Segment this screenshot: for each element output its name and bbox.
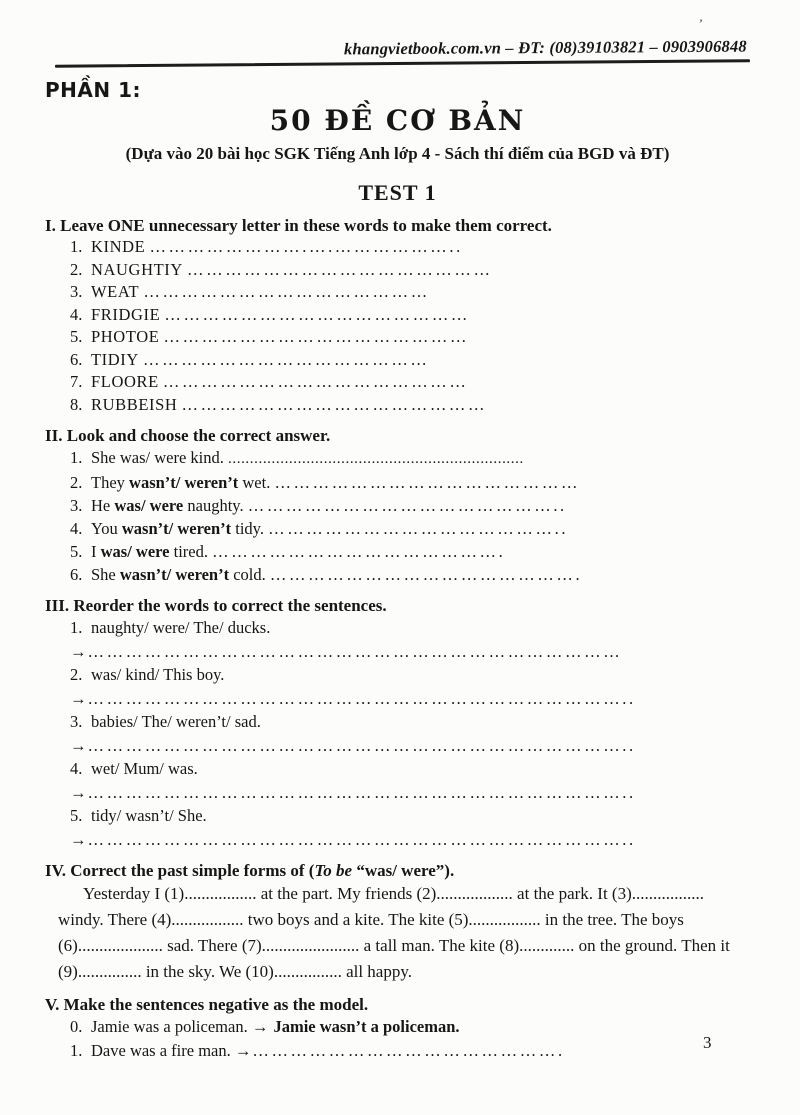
item-word: TIDIY (91, 349, 139, 369)
item-text: tired. (169, 542, 213, 561)
section-3-heading: III. Reorder the words to correct the sentences. (45, 596, 387, 615)
section-3-reorder-words (45, 595, 750, 851)
item-number: 0. (70, 1017, 83, 1036)
answer-blank: ………………………………………… (162, 372, 469, 391)
item-word: PHOTOE (91, 327, 160, 346)
answer-blank: .................................................................... (228, 451, 524, 467)
item-number: 5. (70, 327, 83, 346)
exercise-1-item-5 (45, 326, 750, 349)
arrow-icon: → (251, 1017, 269, 1036)
answer-blank: ……………………………………… (143, 349, 430, 369)
item-number: 6. (70, 565, 83, 584)
item-text: He (91, 496, 115, 515)
answer-blank: …………………………………………. (269, 565, 583, 584)
section-2-heading: II. Look and choose the correct answer. (45, 426, 331, 445)
section-4-past-simple (45, 860, 750, 985)
item-number: 5. (70, 542, 83, 561)
item-number: 8. (70, 394, 83, 414)
answer-blank: ………………………………………… (164, 304, 471, 324)
choice-options: wasn’t/ weren’t (121, 519, 232, 538)
answer-blank: ………………………………………………………………………….. (87, 829, 636, 849)
item-text: They (91, 473, 130, 492)
item-number: 4. (70, 304, 83, 324)
section-1-leave-one-letter (45, 215, 750, 416)
exercise-2-item-3 (45, 494, 750, 517)
item-number: 3. (70, 282, 83, 301)
section-5-make-negative (45, 994, 750, 1063)
arrow-icon: → (70, 688, 87, 708)
item-word: FRIDGIE (91, 304, 161, 324)
answer-blank: ………………………………………………………………………….. (87, 782, 636, 802)
exercise-3-answer-4 (45, 781, 750, 805)
exercise-1-item-3 (45, 281, 750, 304)
heading-text: IV. Correct the past simple forms of ( (45, 861, 315, 880)
exercise-1-item-7 (45, 371, 750, 394)
item-word: KINDE (91, 237, 146, 256)
item-text: tidy/ wasn’t/ She. (91, 806, 207, 825)
answer-blank: …………………………………………. (252, 1041, 565, 1060)
exercise-3-answer-2 (45, 687, 750, 711)
exercise-3-item-3 (45, 710, 750, 734)
section-4-heading (45, 860, 750, 881)
item-number: 7. (70, 372, 83, 391)
item-number: 2. (70, 473, 83, 492)
header-contact-line: khangvietbook.com.vn – ĐT: (08)39103821 – 0903906848 (344, 36, 748, 59)
book-title: 50 ĐỀ CƠ BẢN (269, 104, 526, 137)
item-text: naughty. (183, 496, 248, 515)
example-answer: Jamie wasn’t a policeman. (269, 1017, 460, 1036)
section-5-heading: V. Make the sentences negative as the model. (45, 995, 369, 1014)
answer-blank: ………………………………………………………………………… (87, 641, 623, 661)
exercise-2-item-5 (45, 540, 750, 563)
answer-blank: …………………….….……………….. (149, 237, 463, 256)
item-text: naughty/ were/ The/ ducks. (91, 618, 271, 637)
item-text: She (91, 565, 120, 584)
exercise-3-item-4 (45, 757, 750, 781)
part-label: PHẦN 1: (45, 78, 141, 102)
item-text: was/ kind/ This boy. (91, 665, 225, 684)
exercise-3-answer-1 (45, 640, 750, 664)
fill-in-paragraph: Yesterday I (1)................. at the part. My friends (2).................. at the park. It (3)................. windy. There (4)................. two boys and a kite. The kite (5)................. in the tree. The boys (6).................... sad. There (7)....................... a tall man. The kite (8)............. on the ground. Then it (9)............... in the sky. We (10)................ all happy. (58, 884, 730, 981)
answer-blank: ………………………………………… (163, 327, 470, 346)
exercise-3-item-2 (45, 663, 750, 687)
section-1-heading: I. Leave ONE unnecessary letter in these words to make them correct. (45, 216, 552, 235)
answer-blank: ……………………………………… (143, 282, 430, 301)
item-number: 1. (70, 618, 83, 637)
item-number: 3. (70, 712, 83, 731)
item-number: 1. (70, 1041, 83, 1060)
heading-italic-text: To be (314, 861, 353, 880)
item-text: wet. (238, 473, 275, 492)
item-number: 2. (70, 259, 83, 279)
arrow-icon: → (70, 782, 87, 802)
answer-blank: ………………………………………….. (247, 496, 567, 515)
answer-blank: ………………………………………………………………………….. (87, 735, 636, 755)
item-number: 3. (70, 496, 83, 515)
arrow-icon: → (70, 735, 87, 755)
exercise-3-item-5 (45, 804, 750, 828)
item-number: 1. (70, 448, 83, 467)
item-text: Dave was a fire man. (91, 1041, 235, 1060)
scan-artifact-mark: ’ (696, 15, 704, 32)
item-text: She was/ were kind. (91, 448, 229, 467)
arrow-icon: → (234, 1041, 252, 1060)
exercise-1-item-8 (45, 394, 750, 417)
item-number: 2. (70, 665, 83, 684)
answer-blank: ………………………………………. (212, 542, 506, 561)
exercise-5-item-1 (45, 1039, 750, 1063)
exercise-2-item-6 (45, 563, 750, 586)
choice-options: was/ were (100, 542, 170, 561)
section-2-choose-answer (45, 425, 750, 586)
item-text: tidy. (231, 519, 269, 538)
arrow-icon: → (70, 641, 87, 661)
answer-blank: ………………………………………………………………………….. (87, 688, 636, 708)
item-text: I (91, 542, 101, 561)
answer-blank: ………………………………………… (187, 259, 493, 279)
item-number: 4. (70, 759, 83, 778)
exercise-3-answer-5 (45, 828, 750, 852)
item-word: NAUGHTIY (91, 259, 183, 279)
choice-options: wasn’t/ weren’t (119, 565, 230, 584)
item-number: 4. (70, 519, 83, 538)
exercise-1-item-1 (45, 236, 750, 259)
item-text: wet/ Mum/ was. (91, 759, 198, 778)
item-text: cold. (229, 565, 270, 584)
heading-text: “was/ were”). (352, 861, 455, 880)
page-number: 3 (703, 1033, 712, 1052)
item-word: WEAT (91, 282, 140, 301)
exercise-1-item-2 (45, 259, 750, 282)
exercise-1-item-6 (45, 349, 750, 372)
exercise-2-item-1 (45, 446, 750, 471)
item-word: FLOORE (91, 372, 159, 391)
item-text: babies/ The/ weren’t/ sad. (91, 712, 261, 731)
item-word: RUBBEISH (91, 394, 178, 414)
arrow-icon: → (70, 829, 87, 849)
exercise-3-answer-3 (45, 734, 750, 758)
choice-options: wasn’t/ weren’t (129, 473, 239, 492)
answer-blank: ………………………………………… (181, 394, 488, 414)
exercise-3-item-1 (45, 616, 750, 640)
choice-options: was/ were (114, 496, 184, 515)
item-number: 1. (70, 237, 83, 256)
exercise-5-example (45, 1015, 750, 1039)
answer-blank: ……………………………………….. (268, 519, 569, 538)
item-number: 5. (70, 806, 83, 825)
exercise-2-item-4 (45, 517, 750, 540)
test-title: TEST 1 (358, 180, 437, 205)
answer-blank: ………………………………………… (274, 473, 581, 492)
exercise-2-item-2 (45, 471, 750, 494)
item-text: You (91, 519, 122, 538)
book-subtitle: (Dựa vào 20 bài học SGK Tiếng Anh lớp 4 - Sách thí điểm của BGD và ĐT) (125, 144, 670, 163)
exercise-1-item-4 (45, 304, 750, 327)
item-text: Jamie was a policeman. (91, 1017, 252, 1036)
item-number: 6. (70, 349, 83, 369)
